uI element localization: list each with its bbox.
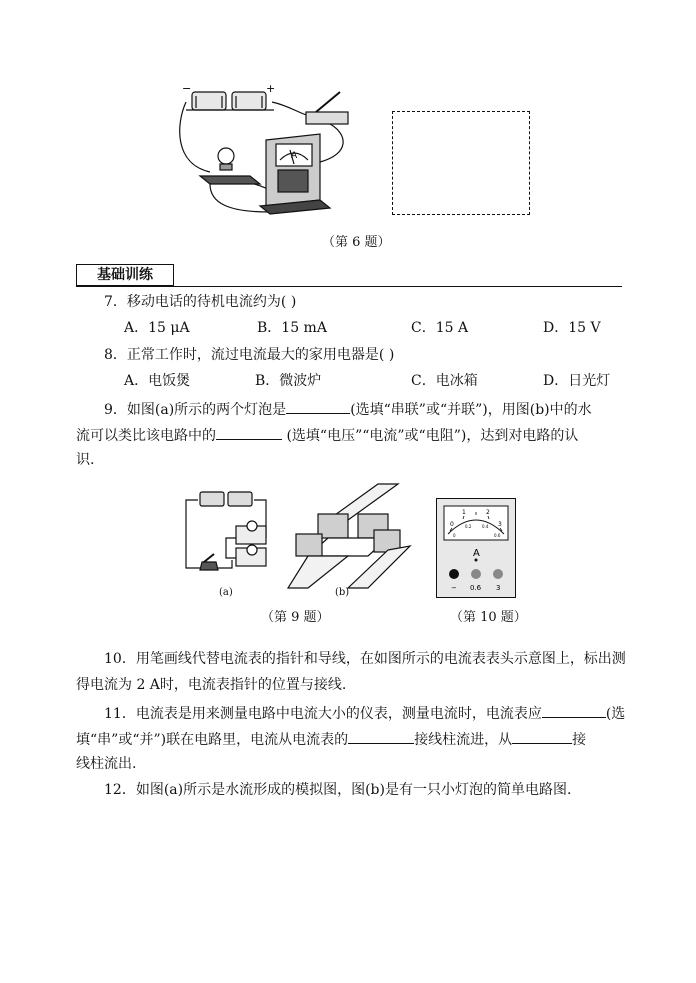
figure-9b-water-drawing: [288, 484, 410, 588]
question-11-blank-2[interactable]: [348, 728, 414, 744]
figure-6-answer-box: [392, 111, 530, 215]
question-11-line-1-b: (选: [605, 706, 626, 722]
figure-6-meter-letter: A: [291, 151, 298, 161]
question-7-option-b: B．15 mA: [257, 320, 327, 336]
question-11-line-3: 线柱流出.: [76, 756, 137, 772]
question-12-line-1: 12．如图(a)所示是水流形成的模拟图，图(b)是有一只小灯泡的简单电路图.: [104, 782, 572, 798]
figure-9-caption: （第 9 题）: [261, 610, 330, 625]
question-8-option-d: D．日光灯: [543, 373, 611, 389]
question-9-blank-2[interactable]: [216, 424, 282, 440]
question-7-option-c: C．15 A: [411, 320, 469, 336]
question-7-option-a: A．15 μA: [124, 320, 190, 336]
scale-3: 3: [498, 521, 502, 528]
question-9-blank-1[interactable]: [286, 398, 350, 414]
question-11-blank-3[interactable]: [512, 728, 572, 744]
terminal-3: 3: [496, 584, 501, 592]
question-10-line-1: 10．用笔画线代替电流表的指针和导线，在如图所示的电流表表头示意图上，标出测: [104, 651, 626, 667]
section-rule: [76, 286, 622, 287]
figure-10-meter-letter: A: [473, 548, 480, 559]
question-11-line-2-a: 填“串”或“并”)联在电路里，电流从电流表的: [76, 732, 349, 748]
question-9-line-2-b: (选填“电压”“电流”或“电阻”)，达到对电路的认: [282, 428, 579, 444]
question-7-text: 7．移动电话的待机电流约为( ): [104, 294, 297, 310]
question-10-line-2: 得电流为 2 A时，电流表指针的位置与接线.: [76, 677, 347, 693]
question-8-option-c: C．电冰箱: [411, 373, 478, 389]
figure-6-caption: （第 6 题）: [322, 235, 391, 250]
figure-6-battery-minus: −: [182, 82, 192, 95]
question-9-line-1-a: 9．如图(a)所示的两个灯泡是: [104, 402, 287, 418]
terminal-0-6: 0.6: [470, 584, 482, 592]
scale-2: 2: [486, 509, 490, 516]
scale-small-1: 0.2: [465, 524, 472, 529]
question-11-line-2-b: 接线柱流进，从: [414, 732, 513, 748]
terminal-minus: −: [451, 584, 457, 592]
figure-10-caption: （第 10 题）: [450, 610, 527, 625]
question-8-text: 8．正常工作时，流过电流最大的家用电器是( ): [104, 347, 395, 363]
question-11-line-2-c: 接: [572, 732, 587, 748]
figure-9a-circuit-drawing: [182, 488, 272, 588]
scale-small-2: 0.4: [482, 524, 489, 529]
question-9-line-1-b: (选填“串联”或“并联”)，用图(b)中的水: [350, 402, 592, 418]
question-11-line-2: [76, 728, 586, 750]
figure-6-battery-plus: +: [266, 82, 276, 95]
question-8-option-b: B．微波炉: [255, 373, 322, 389]
scale-small-0: 0: [453, 533, 456, 538]
section-title: 基础训练: [76, 264, 174, 286]
question-8-option-a: A．电饭煲: [124, 373, 191, 389]
question-7-option-d: D．15 V: [543, 320, 601, 336]
question-11-line-1-a: 11．电流表是用来测量电路中电流大小的仪表，测量电流时，电流表应: [104, 706, 542, 722]
question-9-line-1: [104, 398, 592, 420]
question-9-line-2: [76, 424, 578, 446]
scale-1: 1: [462, 509, 466, 516]
question-9-line-3: 识.: [76, 452, 95, 468]
figure-10-ammeter-drawing: [436, 498, 516, 598]
scale-0: 0: [450, 521, 454, 528]
question-11-blank-1[interactable]: [542, 702, 606, 718]
figure-9b-label: (b): [335, 587, 350, 598]
figure-6-circuit-drawing: [170, 84, 360, 219]
question-11-line-1: [104, 702, 625, 724]
question-9-line-2-a: 流可以类比该电路中的: [76, 428, 216, 444]
figure-9a-label: (a): [219, 587, 233, 598]
scale-small-3: 0.6: [494, 533, 501, 538]
